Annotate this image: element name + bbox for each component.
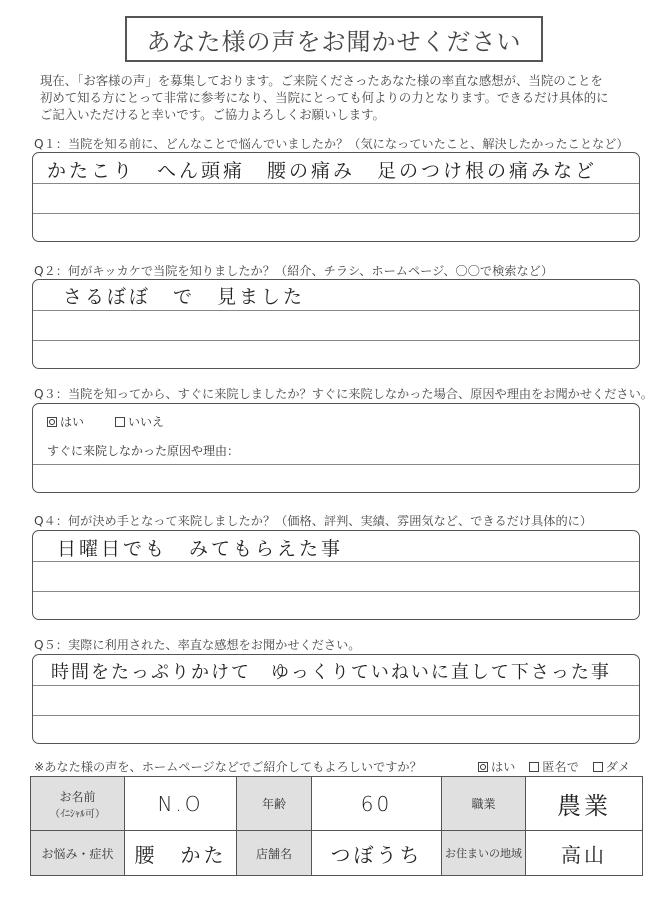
permission-option-yes[interactable]: はい — [478, 760, 515, 774]
q2-answer: さるぼぼ で 見ました — [63, 286, 306, 308]
name-label: お名前 （ｲﾆｼｬﾙ可） — [31, 777, 125, 831]
symptom-label: お悩み・症状 — [31, 831, 125, 876]
q4-answer: 日曜日でも みてもらえた事 — [57, 538, 344, 560]
q5-answer-box[interactable] — [32, 654, 640, 744]
checkbox-icon[interactable] — [593, 762, 603, 772]
ruled-line — [33, 310, 639, 311]
permission-option-no[interactable]: ダメ — [593, 760, 630, 774]
permission-options — [478, 758, 640, 775]
intro-line: ご記入いただけると幸いです。ご協力よろしくお願いします。 — [40, 107, 385, 122]
intro-line: 現在、「お客様の声」を募集しております。ご来院くださったあなた様の率直な感想が、当院のことを — [40, 73, 603, 88]
q3-answer-box[interactable] — [32, 403, 640, 493]
q3-option-yes[interactable]: はい — [47, 413, 84, 430]
ruled-line — [33, 715, 639, 716]
checkbox-checked-icon[interactable] — [47, 417, 57, 427]
q2-question: Q２：何がキッカケで当院を知りましたか？（紹介、チラシ、ホームページ、〇〇で検索など） — [34, 264, 554, 278]
permission-option-anonymous[interactable]: 匿名で — [529, 760, 579, 774]
q3-option-no[interactable]: いいえ — [115, 413, 164, 430]
info-table — [30, 776, 643, 876]
ruled-line — [33, 685, 639, 686]
area-label: お住まいの地域 — [442, 831, 526, 876]
q4-question: Q４：何が決め手となって来院しましたか？（価格、評判、実績、雰囲気など、できるだけ具体的に） — [34, 514, 593, 528]
checkbox-icon[interactable] — [115, 417, 125, 427]
symptom-value[interactable]: 腰 かた — [125, 831, 237, 876]
page-title: あなた様の声をお聞かせください — [125, 16, 543, 62]
q4-answer-box[interactable] — [32, 530, 640, 620]
checkbox-checked-icon[interactable] — [478, 762, 488, 772]
checkbox-icon[interactable] — [529, 762, 539, 772]
ruled-line — [33, 183, 639, 184]
intro-text — [40, 72, 640, 123]
q5-answer: 時間をたっぷりかけて ゆっくりていねいに直して下さった事 — [51, 662, 611, 683]
ruled-line — [33, 591, 639, 592]
permission-question: ※あなた様の声を、ホームページなどでご紹介してもよろしいですか？ — [34, 760, 422, 774]
q1-question: Q１：当院を知る前に、どんなことで悩んでいましたか？（気になっていたこと、解決したかったことなど） — [34, 137, 629, 151]
name-value[interactable]: N.O — [125, 777, 237, 831]
ruled-line — [33, 464, 639, 465]
store-label: 店舗名 — [237, 831, 312, 876]
store-value[interactable]: つぼうち — [312, 831, 442, 876]
q1-answer: かたこり へん頭痛 腰の痛み 足のつけ根の痛みなど — [47, 160, 598, 182]
job-value[interactable]: 農業 — [526, 777, 643, 831]
job-label: 職業 — [442, 777, 526, 831]
ruled-line — [33, 213, 639, 214]
q5-question: Q５：実際に利用された、率直な感想をお聞かせください。 — [34, 638, 361, 652]
intro-line: 初めて知る方にとって非常に参考になり、当院にとっても何よりの力となります。できるだけ具体的に — [40, 90, 609, 105]
ruled-line — [33, 561, 639, 562]
age-value[interactable]: 60 — [312, 777, 442, 831]
q2-answer-box[interactable] — [32, 279, 640, 369]
q3-reason-label: すぐに来院しなかった原因や理由： — [47, 444, 240, 458]
area-value[interactable]: 高山 — [526, 831, 643, 876]
q1-answer-box[interactable] — [32, 152, 640, 242]
q3-question: Q３：当院を知ってから、すぐに来院しましたか？すぐに来院しなかった場合、原因や理由をお聞かせください。 — [34, 387, 653, 401]
ruled-line — [33, 340, 639, 341]
age-label: 年齢 — [237, 777, 312, 831]
